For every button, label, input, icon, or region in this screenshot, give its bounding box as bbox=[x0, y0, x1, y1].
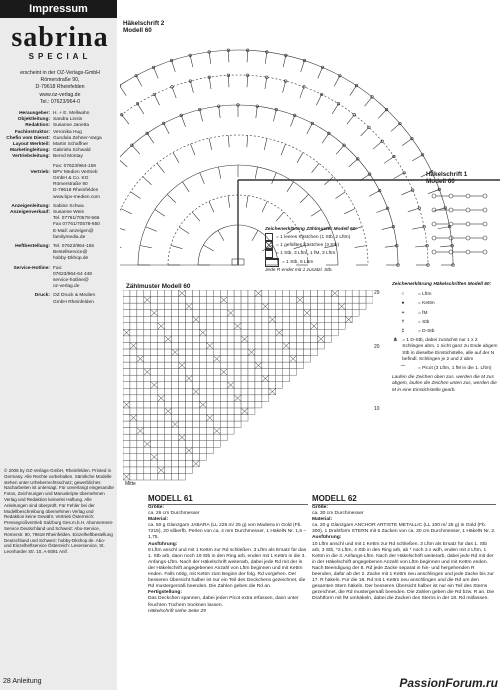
haekelschrift1-title-text: Häkelschrift 1 bbox=[426, 171, 468, 178]
model62-text bbox=[312, 505, 496, 603]
legend2-text: = Stb bbox=[418, 319, 430, 325]
legend2-text: = fM bbox=[418, 310, 428, 316]
publisher-line: Tel.: 07623/964-0 bbox=[39, 98, 81, 105]
legend1-text: = 1 gefülltes Kästchen (3 Stb) bbox=[276, 242, 340, 248]
zaehlmuster-title: Zählmuster Modell 60 bbox=[126, 283, 191, 290]
credit-key: Service-Hotline: bbox=[13, 265, 50, 271]
model62-heading: MODELL 62 bbox=[312, 492, 496, 505]
credit-value: Fax: 07623/964-159 bbox=[53, 163, 96, 169]
haekelschrift1-diagram bbox=[424, 188, 496, 260]
credit-value: BPV Medien Vertrieb bbox=[53, 169, 98, 175]
haekelschrift2-model: Modell 60 bbox=[123, 27, 152, 34]
bar-box-icon bbox=[265, 258, 279, 267]
legend2-text: = D-Stb bbox=[418, 329, 435, 335]
legend-zaehlmuster bbox=[265, 226, 377, 274]
credit-value: Römerstraße 90 bbox=[53, 182, 88, 188]
row-number-20: 20 bbox=[374, 344, 380, 350]
publisher-line: D-79618 Rheinfelden bbox=[35, 84, 85, 91]
legend2-row bbox=[392, 329, 498, 335]
credit-value: Susanne Janetta bbox=[53, 123, 90, 129]
credit-value: Sabine Schwa bbox=[53, 203, 84, 209]
page-reference: Häkelschrift siehe Seite 29 bbox=[148, 608, 206, 614]
credit-value: Bernd Montay bbox=[53, 154, 83, 160]
legend1-note: Jede R endet mit 1 zusätzl. Stb. bbox=[265, 268, 333, 273]
legend2-row bbox=[392, 366, 498, 372]
legend1-title: Zeichenerklärung Zählmuster Modell 60: bbox=[265, 227, 357, 232]
legend1-text: = 1 leeres Kästchen (1 Stb, 2 Lftm) bbox=[276, 234, 351, 240]
brand-logo bbox=[5, 24, 115, 61]
label: Ausführung: bbox=[312, 535, 342, 541]
label: Material: bbox=[148, 517, 169, 523]
legend2-note: Laufen die Zeichen oben zus. werden die M zus abgem, laufen die Zeichen unten zus, werden die M in eine Einstichstelle gearb. bbox=[392, 375, 497, 393]
credit-key: Druck: bbox=[34, 293, 50, 299]
vshape-box-icon bbox=[265, 249, 273, 258]
stitch-symbol-icon: † bbox=[401, 319, 405, 325]
credit-value: hobby-Dkhop.de bbox=[53, 256, 89, 262]
credit-value: GmbH Rheinfelden bbox=[53, 299, 94, 305]
legal-text: © 2008 by OZ-Verlags-GmbH, Rheinfelden. Printed in Germany. Alle Rechte vorbehalten. Sämtliche Modelle stehen unter Urheberrechtsschutz; gewerbliches Nacharbeiten ist untersagt. Für unverlangt eingesandte Fotos, Zeichnungen und Manuskripte übernehmen Verlag und Redaktion keinerlei Haftung. Alle Anleitungen sind überprüft. Für Fehler bei der Modellbeschreibung übernehmen Verlag und Redaktion keine Gewähr. Vertrieb Österreich: Pressegroßvertrieb Salzburg Ges.m.b.H. Abonnement-Service Deutschland und Schweiz: Abo-Service, Römerstr. 90, 79618 Rheinfelden. Einzelheftbestellung Deutschland und Schweiz: hobby-Dkshop.de. Abo- und Einzelheftservice Österreich: Leserservice, St. Leonharder Str. 10, A-5081 Anif. bbox=[4, 468, 114, 555]
credit-key: Herausgeber: bbox=[19, 111, 50, 116]
stitch-symbol-icon: ‡ bbox=[401, 329, 405, 335]
value: Das Deckchen spannen, dabei jeden Picot extra erfassen, dann unter feuchten Tüchern trocknen lassen. bbox=[148, 596, 299, 608]
credit-key: Anzeigenleitung: bbox=[11, 203, 50, 209]
legend2-rows bbox=[392, 292, 498, 372]
credit-value: Gabriela Schwald bbox=[53, 148, 91, 154]
credit-row bbox=[4, 195, 116, 201]
value: ca. 30 cm Durchmesser bbox=[312, 511, 364, 517]
legend-haekelschriften bbox=[392, 282, 498, 394]
credit-value: Gundula Zehner-Varga bbox=[53, 135, 102, 141]
stitch-symbol-icon: ⋔ bbox=[393, 338, 398, 344]
credit-value: D-79618 Rheinfelden bbox=[53, 188, 99, 194]
credit-key: Layout Werkteil: bbox=[12, 142, 50, 148]
credit-key: Heftbestellung: bbox=[15, 244, 50, 250]
model62-section bbox=[312, 492, 496, 603]
credit-value: Susanne Weis bbox=[53, 210, 84, 216]
credit-key: Vertriebsleitung: bbox=[12, 154, 50, 160]
legend2-row bbox=[392, 292, 498, 298]
stitch-symbol-icon: ● bbox=[401, 301, 405, 307]
legend2-row bbox=[392, 311, 498, 317]
label: Größe: bbox=[312, 505, 329, 510]
credit-value: familymedia.de bbox=[53, 234, 86, 240]
stitch-symbol-icon: ⌒ bbox=[400, 366, 406, 372]
impressum-credits bbox=[4, 108, 116, 306]
credit-value: Veronika Hug bbox=[53, 129, 82, 135]
credit-value: Martin Schaffner bbox=[53, 142, 89, 148]
mitte-label: Mitte bbox=[125, 481, 136, 487]
zaehlmuster-grid bbox=[123, 290, 373, 490]
credit-value: Sandra Linsin bbox=[53, 117, 83, 123]
empty-box-icon bbox=[265, 233, 273, 241]
legend1-row bbox=[265, 249, 377, 258]
credit-value: oz-verlag.de bbox=[53, 284, 80, 290]
credit-value: www.bpv-medien.com bbox=[53, 194, 100, 200]
legend1-row bbox=[265, 233, 377, 241]
credit-row bbox=[4, 256, 116, 262]
credit-key: Vertrieb: bbox=[30, 169, 50, 175]
publisher-line: www.oz-verlag.de bbox=[39, 91, 81, 98]
legend2-row bbox=[392, 301, 498, 307]
model61-section bbox=[148, 492, 308, 615]
publisher-line: erscheint in der OZ-Verlags-GmbH bbox=[20, 70, 100, 76]
credit-value: Fax: bbox=[53, 265, 63, 271]
legend2-title: Zeichenerklärung Häkelschriften Modell 60: bbox=[392, 282, 492, 287]
credit-row bbox=[4, 154, 116, 160]
row-number-29: 29 bbox=[374, 290, 380, 296]
credit-value: Bestellservice@ bbox=[53, 250, 88, 256]
model61-text bbox=[148, 505, 308, 615]
credit-value: OZ Druck & Medien bbox=[53, 293, 96, 299]
value: ca. 20 g Glanzgarn ANCHOR ARTISTE METALLIC (LL 100 m/ 25 g) in Gold (Fb. 300), 1 Drahtform STERN mit 5 Zacken von ca. 30 cm Durchmesser, 1 HäkelN Nr. 2. bbox=[312, 523, 496, 535]
row-number-10: 10 bbox=[374, 406, 380, 412]
credit-key: Objektleitung: bbox=[17, 117, 50, 123]
legend2-text: = Lftm bbox=[418, 292, 432, 298]
credit-key: Marketingleitung: bbox=[10, 148, 50, 154]
legend1-text: = 1 Stb, 5 Lftm bbox=[282, 260, 314, 265]
value: ca. 50 g Glanzgarn JABARA (LL 225 m/ 25 g) von Madeira in Gold (Fb. 7215), 20 silberfb. Perlen von ca. 4 mm Durchmesser, 1 HäkelN Nr. 1,5 – 1,75. bbox=[148, 523, 307, 541]
credit-value: Fax 07761/70578-650 bbox=[53, 222, 100, 228]
brand-sub: SPECIAL bbox=[28, 52, 92, 61]
stitch-symbol-icon: ○ bbox=[401, 292, 405, 298]
impressum-column bbox=[0, 0, 117, 690]
credit-row bbox=[4, 300, 116, 306]
legend2-row bbox=[392, 320, 498, 326]
credit-row bbox=[4, 235, 116, 241]
credit-value: GmbH & Co. KG bbox=[53, 176, 89, 182]
value: 8 Lftm anschl und mit 1 Kettm zur Rd schließen. 3 Lftm als Ersatz für das 1. Stb arb, dann noch 19 Stb in den Ring arb, enden mit 1 Kettm in die 3. Anfangs-Lftm. Nach der Häkelschrift weiterarb, dabei jede Rd mit der in der Häkelschrift angegebenen Anzahl von Lftm beginnen und mit Kettm enden. Falls nötig, mit Kettm zum Beginn der folg. Rd vorgehen. Der besseren Übersicht halber ist nur ein Teil des Deckchens gezeichnet, die Rd mustergemäß beenden. Die Zahlen geben die Rd an. bbox=[148, 547, 307, 590]
legend1-row bbox=[265, 258, 377, 267]
publisher-info bbox=[5, 70, 115, 106]
credit-value: Tel. 07761/70578-566 bbox=[53, 216, 100, 222]
credit-value: service-hotline@ bbox=[53, 278, 89, 284]
legend1-text: = 1 Stb, 3 Lftm, 1 fM, 3 Lftm bbox=[276, 251, 336, 256]
label: Größe: bbox=[148, 505, 165, 510]
legend1-row bbox=[265, 241, 377, 249]
credit-value: Tel. 07623/964-155 bbox=[53, 244, 95, 250]
credit-value: 07623/964-64 449 bbox=[53, 271, 92, 277]
credit-key: Chefin vom Dienst: bbox=[6, 135, 50, 141]
value: 10 Lftm anschl und mit 1 Kettm zur Rd schließen. 3 Lftm als Ersatz für das 1. Stb arb, 3 Stb, *2 Lftm, 4 Stb in den Ring arb, ab * noch 3 x wdh, enden mit 2 Lftm, 1 Kettm in die 3. Anfangs-Lftm. Nach der Häkelschrift weiterarb, dabei jede Rd mit der in der Häkelschrift angegebenen Anzahl von Lftm beginnen und mit Kettm enden. Nach Beendigung der 8. Rd jede Zacke separat in hin- und hergehenden R beenden, dafür ab der 2. Zacke mit 1 Kettm neu anschlingen und jede Zacke bis zur 17. R häkeln. Für die 18. Rd mit 1 Kettm neu anschlingen und die Rd um den gesamten Stern häkeln. Der besseren Übersicht halber ist nur ein Teil des Sterns gezeichnet, die Rd mustergemäß beenden. Die Zahlen geben die Rd bzw. R an. Die Drahtform mit fM umhäkeln, dabei die Zacken des Sterns in der 18. Rd mitfassen. bbox=[312, 541, 495, 602]
legend2-row bbox=[392, 338, 498, 363]
haekelschrift1-model: Modell 60 bbox=[426, 178, 455, 185]
credit-key: Anzeigenverkauf: bbox=[10, 210, 50, 216]
credit-row bbox=[4, 284, 116, 290]
legend2-text: = 1 D-Stb, dabei zunächst nur 1 x 2 Schlingen abm, 1 nicht ganz zu Ende abgem Stb in dieselbe Einstichstelle, alle auf der N befindl. Schlingen je 2 und 2 abm bbox=[402, 338, 498, 362]
credit-key: Redaktion: bbox=[25, 123, 50, 129]
stitch-symbol-icon: + bbox=[401, 310, 405, 316]
credit-value: H. + E. Mellwahn bbox=[53, 111, 90, 116]
credit-key: Fachinstruktor: bbox=[14, 129, 50, 135]
page-footer: 28 Anleitung bbox=[3, 678, 42, 685]
legend2-text: = Kettm bbox=[418, 301, 435, 307]
publisher-line: Römerstraße 90, bbox=[40, 77, 80, 84]
haekelschrift2-title-text: Häkelschrift 2 bbox=[123, 20, 165, 27]
label: Ausführung: bbox=[148, 541, 178, 547]
credit-value: E-Mail: anzeigen@ bbox=[53, 228, 94, 234]
impressum-header: Impressum bbox=[0, 0, 117, 18]
legend2-text: = Picot (3 Lftm, 1 fM in die 1. Lftm) bbox=[418, 366, 492, 372]
watermark: PassionForum.ru bbox=[399, 676, 498, 690]
value: ca. 26 cm Durchmesser bbox=[148, 511, 200, 517]
cross-box-icon bbox=[265, 241, 273, 249]
brand-name: sabrina bbox=[11, 22, 109, 53]
model61-heading: MODELL 61 bbox=[148, 492, 308, 505]
label: Material: bbox=[312, 517, 333, 523]
label: Fertigstellung: bbox=[148, 590, 182, 596]
